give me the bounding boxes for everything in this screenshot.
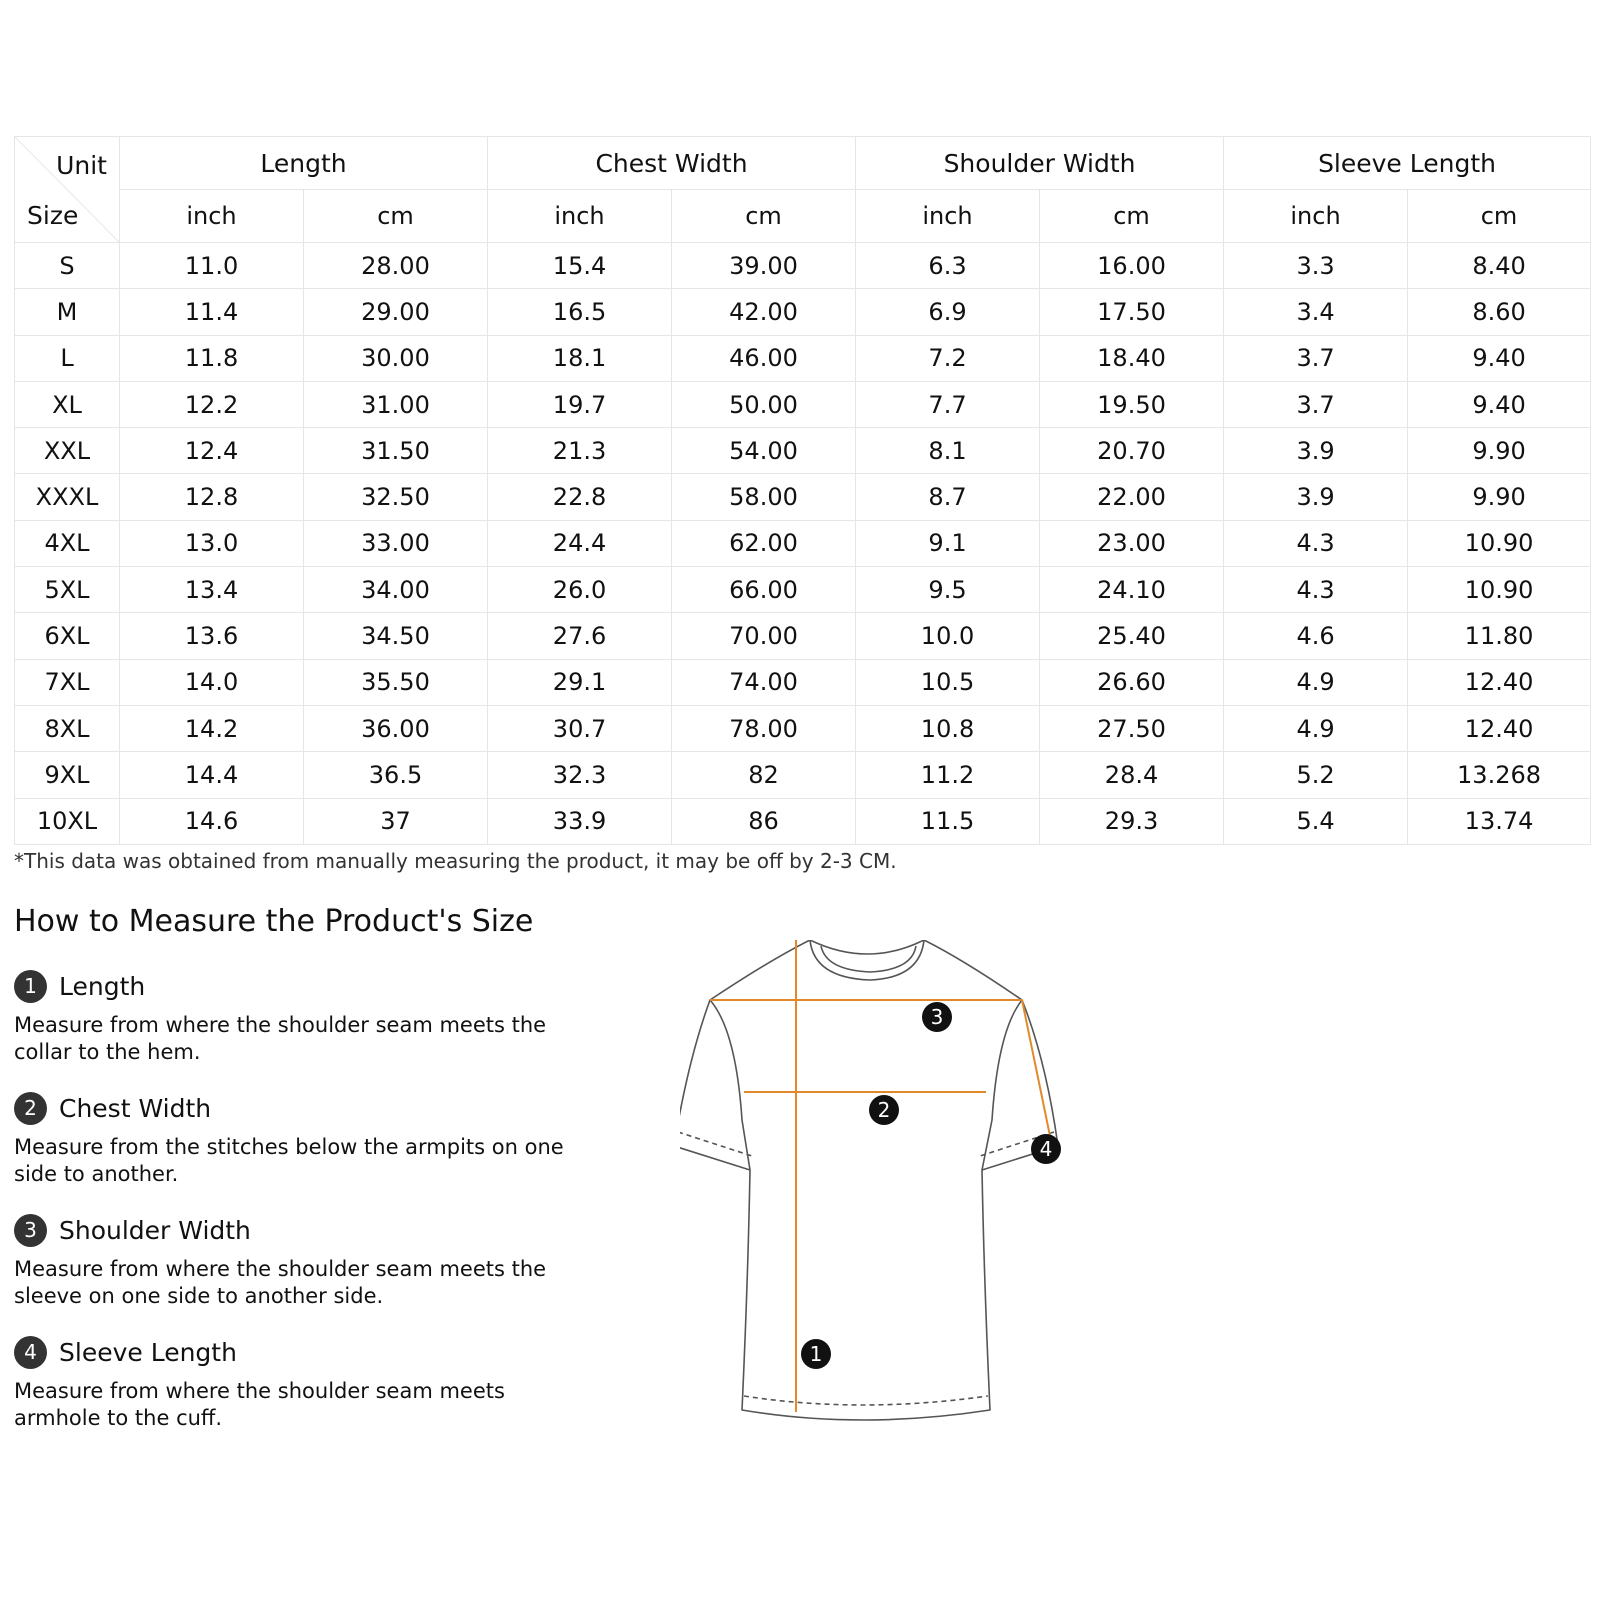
value-cell: 3.4 [1224, 289, 1408, 335]
unit-header: cm [1408, 190, 1591, 243]
size-cell: XXXL [15, 474, 120, 520]
value-cell: 82 [672, 752, 856, 798]
value-cell: 4.9 [1224, 705, 1408, 751]
value-cell: 22.8 [488, 474, 672, 520]
step-shoulder-width [14, 1212, 574, 1310]
value-cell: 10.8 [856, 705, 1040, 751]
t-shirt-outline-icon [680, 940, 1058, 1420]
value-cell: 13.4 [120, 567, 304, 613]
value-cell: 62.00 [672, 520, 856, 566]
sleeve-measure-line [1022, 1000, 1050, 1136]
value-cell: 36.00 [304, 705, 488, 751]
value-cell: 5.4 [1224, 798, 1408, 844]
step-description: Measure from where the shoulder seam meets the sleeve on one side to another side. [14, 1257, 547, 1308]
value-cell: 3.7 [1224, 335, 1408, 381]
unit-header: cm [672, 190, 856, 243]
value-cell: 3.9 [1224, 428, 1408, 474]
value-cell: 19.7 [488, 381, 672, 427]
unit-header: inch [488, 190, 672, 243]
group-header-sleeve-length: Sleeve Length [1224, 137, 1591, 190]
value-cell: 6.9 [856, 289, 1040, 335]
value-cell: 18.40 [1040, 335, 1224, 381]
value-cell: 31.00 [304, 381, 488, 427]
measure-lines [710, 940, 1050, 1412]
value-cell: 14.4 [120, 752, 304, 798]
marker-1 [801, 1339, 831, 1369]
size-cell: 9XL [15, 752, 120, 798]
value-cell: 15.4 [488, 243, 672, 289]
value-cell: 10.5 [856, 659, 1040, 705]
table-row [15, 243, 1591, 289]
value-cell: 3.9 [1224, 474, 1408, 520]
group-header-length: Length [120, 137, 488, 190]
table-row [15, 520, 1591, 566]
measure-steps [14, 968, 574, 1456]
size-cell: 8XL [15, 705, 120, 751]
size-cell: S [15, 243, 120, 289]
value-cell: 29.00 [304, 289, 488, 335]
value-cell: 11.4 [120, 289, 304, 335]
value-cell: 13.268 [1408, 752, 1591, 798]
value-cell: 27.6 [488, 613, 672, 659]
value-cell: 11.80 [1408, 613, 1591, 659]
table-row [15, 428, 1591, 474]
step-title: Length [59, 971, 146, 1001]
value-cell: 50.00 [672, 381, 856, 427]
table-row [15, 289, 1591, 335]
value-cell: 35.50 [304, 659, 488, 705]
measure-markers [801, 1002, 1061, 1369]
value-cell: 16.5 [488, 289, 672, 335]
value-cell: 33.9 [488, 798, 672, 844]
step-chest-width [14, 1090, 574, 1188]
size-label: Size [27, 201, 79, 230]
unit-label: Unit [56, 151, 107, 180]
value-cell: 22.00 [1040, 474, 1224, 520]
size-cell: 7XL [15, 659, 120, 705]
value-cell: 6.3 [856, 243, 1040, 289]
value-cell: 86 [672, 798, 856, 844]
unit-header: cm [304, 190, 488, 243]
value-cell: 13.74 [1408, 798, 1591, 844]
table-row [15, 381, 1591, 427]
how-to-measure-title: How to Measure the Product's Size [14, 904, 534, 939]
table-row [15, 474, 1591, 520]
value-cell: 28.00 [304, 243, 488, 289]
value-cell: 7.2 [856, 335, 1040, 381]
size-cell: 6XL [15, 613, 120, 659]
value-cell: 11.8 [120, 335, 304, 381]
size-cell: M [15, 289, 120, 335]
value-cell: 9.90 [1408, 474, 1591, 520]
size-cell: 4XL [15, 520, 120, 566]
value-cell: 9.40 [1408, 381, 1591, 427]
group-header-chest-width: Chest Width [488, 137, 856, 190]
value-cell: 12.2 [120, 381, 304, 427]
value-cell: 33.00 [304, 520, 488, 566]
table-row [15, 567, 1591, 613]
value-cell: 39.00 [672, 243, 856, 289]
step-number-badge: 4 [14, 1336, 47, 1369]
value-cell: 9.40 [1408, 335, 1591, 381]
value-cell: 3.3 [1224, 243, 1408, 289]
value-cell: 32.50 [304, 474, 488, 520]
value-cell: 18.1 [488, 335, 672, 381]
size-cell: XXL [15, 428, 120, 474]
value-cell: 8.7 [856, 474, 1040, 520]
value-cell: 10.0 [856, 613, 1040, 659]
value-cell: 70.00 [672, 613, 856, 659]
value-cell: 12.8 [120, 474, 304, 520]
value-cell: 13.0 [120, 520, 304, 566]
size-cell: XL [15, 381, 120, 427]
step-number-badge: 1 [14, 970, 47, 1003]
value-cell: 66.00 [672, 567, 856, 613]
value-cell: 28.4 [1040, 752, 1224, 798]
value-cell: 10.90 [1408, 520, 1591, 566]
unit-header: cm [1040, 190, 1224, 243]
value-cell: 58.00 [672, 474, 856, 520]
svg-text:1: 1 [809, 1342, 823, 1366]
value-cell: 14.6 [120, 798, 304, 844]
value-cell: 11.5 [856, 798, 1040, 844]
value-cell: 24.10 [1040, 567, 1224, 613]
unit-header: inch [120, 190, 304, 243]
table-row [15, 659, 1591, 705]
value-cell: 29.1 [488, 659, 672, 705]
value-cell: 32.3 [488, 752, 672, 798]
unit-header: inch [1224, 190, 1408, 243]
value-cell: 30.7 [488, 705, 672, 751]
value-cell: 4.3 [1224, 520, 1408, 566]
t-shirt-diagram [680, 940, 1100, 1430]
value-cell: 12.40 [1408, 705, 1591, 751]
value-cell: 46.00 [672, 335, 856, 381]
value-cell: 20.70 [1040, 428, 1224, 474]
value-cell: 7.7 [856, 381, 1040, 427]
value-cell: 30.00 [304, 335, 488, 381]
value-cell: 8.40 [1408, 243, 1591, 289]
svg-text:2: 2 [877, 1098, 891, 1122]
value-cell: 78.00 [672, 705, 856, 751]
step-length [14, 968, 574, 1066]
size-cell: 10XL [15, 798, 120, 844]
marker-2 [869, 1095, 899, 1125]
size-chart-table [14, 136, 1591, 845]
value-cell: 4.9 [1224, 659, 1408, 705]
svg-text:4: 4 [1039, 1137, 1053, 1161]
table-row [15, 613, 1591, 659]
value-cell: 11.0 [120, 243, 304, 289]
value-cell: 9.5 [856, 567, 1040, 613]
step-sleeve-length [14, 1334, 574, 1432]
step-title: Chest Width [59, 1093, 212, 1123]
value-cell: 19.50 [1040, 381, 1224, 427]
value-cell: 36.5 [304, 752, 488, 798]
size-cell: 5XL [15, 567, 120, 613]
value-cell: 27.50 [1040, 705, 1224, 751]
value-cell: 10.90 [1408, 567, 1591, 613]
step-description: Measure from where the shoulder seam meets armhole to the cuff. [14, 1379, 505, 1430]
value-cell: 11.2 [856, 752, 1040, 798]
marker-3 [922, 1002, 952, 1032]
collar-icon [810, 940, 924, 980]
value-cell: 9.90 [1408, 428, 1591, 474]
value-cell: 29.3 [1040, 798, 1224, 844]
value-cell: 8.1 [856, 428, 1040, 474]
step-number-badge: 3 [14, 1214, 47, 1247]
value-cell: 3.7 [1224, 381, 1408, 427]
value-cell: 8.60 [1408, 289, 1591, 335]
step-description: Measure from where the shoulder seam meets the collar to the hem. [14, 1013, 547, 1064]
value-cell: 9.1 [856, 520, 1040, 566]
value-cell: 4.3 [1224, 567, 1408, 613]
value-cell: 16.00 [1040, 243, 1224, 289]
table-row [15, 335, 1591, 381]
table-row [15, 798, 1591, 844]
svg-text:3: 3 [930, 1005, 944, 1029]
value-cell: 74.00 [672, 659, 856, 705]
table-row [15, 705, 1591, 751]
step-title: Shoulder Width [59, 1215, 251, 1245]
marker-4 [1031, 1134, 1061, 1164]
unit-header: inch [856, 190, 1040, 243]
value-cell: 24.4 [488, 520, 672, 566]
value-cell: 14.0 [120, 659, 304, 705]
value-cell: 21.3 [488, 428, 672, 474]
corner-header-cell [15, 137, 120, 243]
step-description: Measure from the stitches below the armpits on one side to another. [14, 1135, 564, 1186]
value-cell: 14.2 [120, 705, 304, 751]
value-cell: 42.00 [672, 289, 856, 335]
value-cell: 12.40 [1408, 659, 1591, 705]
value-cell: 54.00 [672, 428, 856, 474]
measurement-note: *This data was obtained from manually measuring the product, it may be off by 2-3 CM. [14, 849, 897, 873]
value-cell: 12.4 [120, 428, 304, 474]
step-number-badge: 2 [14, 1092, 47, 1125]
value-cell: 13.6 [120, 613, 304, 659]
value-cell: 37 [304, 798, 488, 844]
table-row [15, 752, 1591, 798]
group-header-shoulder-width: Shoulder Width [856, 137, 1224, 190]
value-cell: 17.50 [1040, 289, 1224, 335]
value-cell: 4.6 [1224, 613, 1408, 659]
value-cell: 23.00 [1040, 520, 1224, 566]
size-cell: L [15, 335, 120, 381]
value-cell: 5.2 [1224, 752, 1408, 798]
value-cell: 25.40 [1040, 613, 1224, 659]
value-cell: 34.00 [304, 567, 488, 613]
value-cell: 31.50 [304, 428, 488, 474]
value-cell: 26.60 [1040, 659, 1224, 705]
step-title: Sleeve Length [59, 1337, 237, 1367]
value-cell: 34.50 [304, 613, 488, 659]
value-cell: 26.0 [488, 567, 672, 613]
